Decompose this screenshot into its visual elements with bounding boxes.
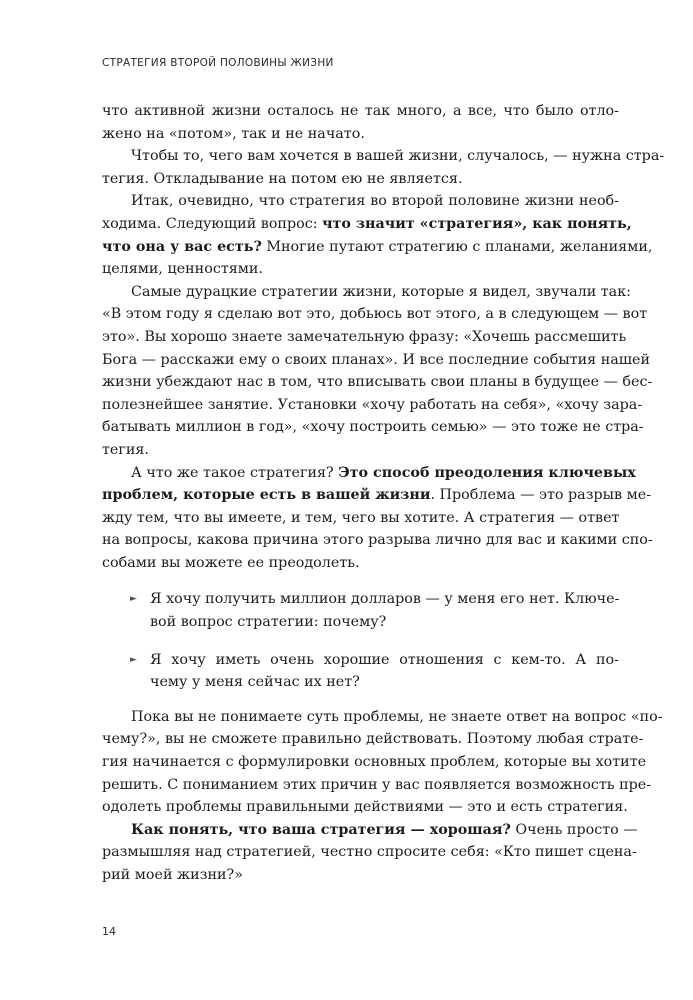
text-line: полезнейшее занятие. Установки «хочу работать на себя», «хочу зара- [102, 396, 643, 413]
text-line: рий моей жизни?» [102, 867, 243, 883]
text-line: чему у меня сейчас их нет? [150, 674, 360, 691]
text-run: . Проблема — это разрыв ме- [430, 487, 652, 504]
text-line: это». Вы хорошо знаете замечательную фразу: «Хочешь рассмешить [102, 328, 627, 345]
text-run: Многие путают стратегию с планами, желаниями, [261, 238, 653, 255]
text-line: Самые дурацкие стратегии жизни, которые я видел, звучали так: [131, 283, 631, 300]
list-item [102, 649, 619, 694]
text-line: собами вы можете ее преодолеть. [102, 554, 360, 571]
paragraph-7 [102, 819, 638, 887]
text-line: батывать миллион в год», «хочу построить семью» — это тоже не стра- [102, 419, 644, 436]
body-text [102, 100, 665, 887]
text-line: Я хочу получить миллион долларов — у меня его нет. Ключе- [150, 591, 620, 608]
text-line [102, 462, 636, 485]
text-line: Я хочу иметь очень хорошие отношения с кем-то. А по- [150, 651, 619, 668]
triangle-bullet-icon: ► [130, 594, 137, 605]
text-line: тегия. [102, 441, 149, 458]
text-line: одолеть проблемы правильными действиями — это и есть стратегия. [102, 799, 628, 816]
text-line [102, 484, 652, 507]
text-line: решить. С пониманием этих причин у вас появляется возможность пре- [102, 776, 652, 793]
text-line [102, 819, 638, 842]
emphasis-text: Это способ преодоления ключевых [338, 464, 636, 481]
text-run: Очень просто — [510, 821, 638, 838]
emphasis-text: что она у вас есть? [102, 238, 262, 255]
paragraph-4 [102, 281, 653, 462]
paragraph-6 [102, 706, 663, 819]
text-run: ходима. Следующий вопрос: [102, 215, 323, 232]
text-line: чему?», вы не сможете правильно действовать. Поэтому любая страте- [102, 731, 644, 748]
paragraph-3 [102, 190, 653, 280]
text-line: на вопросы, какова причина этого разрыва лично для вас и какими спо- [102, 532, 653, 549]
page-number: 14 [102, 925, 116, 938]
paragraph-2 [102, 145, 665, 190]
bullet-list [102, 588, 619, 693]
text-line [102, 236, 653, 259]
text-line: тегия. Откладывание на потом ею не является. [102, 170, 463, 187]
text-line: жизни убеждают нас в том, что вписывать свои планы в будущее — бес- [102, 374, 653, 391]
list-item [102, 588, 619, 633]
text-line: Итак, очевидно, что стратегия во второй половине жизни необ- [131, 193, 619, 210]
emphasis-text: проблем, которые есть в вашей жизни [102, 487, 431, 504]
text-line: Бога — расскажи ему о своих планах». И все последние события нашей [102, 351, 651, 368]
text-line: целями, ценностями. [102, 261, 263, 278]
running-header: СТРАТЕГИЯ ВТОРОЙ ПОЛОВИНЫ ЖИЗНИ [102, 57, 334, 69]
text-line [102, 213, 632, 236]
paragraph-5 [102, 462, 653, 575]
text-line: вой вопрос стратегии: почему? [150, 614, 387, 631]
text-line: Пока вы не понимаете суть проблемы, не знаете ответ на вопрос «по- [131, 708, 663, 725]
text-line: Чтобы то, чего вам хочется в вашей жизни, случалось, — нужна стра- [131, 148, 665, 165]
text-line: размышляя над стратегией, честно спросите себя: «Кто пишет сцена- [102, 844, 637, 861]
emphasis-text: что значит «стратегия», как понять, [322, 215, 632, 232]
text-line: гия начинается с формулировки основных проблем, которые вы хотите [102, 754, 647, 771]
text-line: жено на «потом», так и не начато. [102, 125, 365, 142]
text-line: «В этом году я сделаю вот это, добьюсь вот этого, а в следующем — вот [102, 306, 648, 323]
text-run: А что же такое стратегия? [131, 464, 339, 481]
text-line: жду тем, что вы имеете, и тем, чего вы хотите. А стратегия — ответ [102, 509, 620, 526]
emphasis-text: Как понять, что ваша стратегия — хорошая? [131, 821, 511, 838]
paragraph-1 [102, 100, 619, 145]
text-line: что активной жизни осталось не так много, а все, что было отло- [102, 103, 619, 119]
triangle-bullet-icon: ► [130, 654, 137, 665]
